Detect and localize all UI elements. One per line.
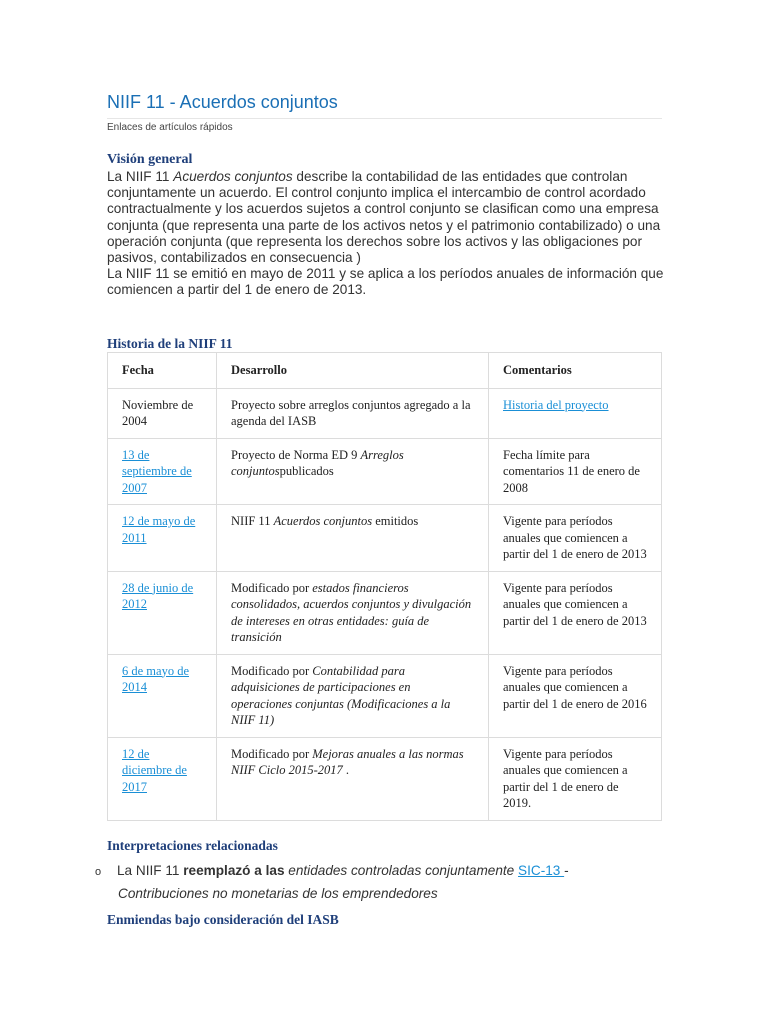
interpretation-line (95, 860, 615, 883)
project-history-link[interactable]: Historia del proyecto (503, 397, 609, 412)
development-emphasis: Acuerdos conjuntos (273, 514, 373, 528)
overview-section (107, 169, 667, 299)
date-cell (108, 505, 217, 572)
development-text: NIIF 11 (231, 514, 274, 528)
comment-cell: Vigente para períodos anuales que comiencen a partir del 1 de enero de 2019. (489, 737, 662, 820)
development-cell (217, 737, 489, 820)
overview-paragraph-1 (107, 169, 667, 266)
development-cell (217, 505, 489, 572)
development-emphasis: Mejoras anuales a las normas NIIF Ciclo 2015-2017 (231, 746, 464, 777)
overview-text: La NIIF 11 (107, 169, 174, 184)
overview-heading: Visión general (107, 152, 193, 167)
interpretation-emphasis: Contribuciones no monetarias de los emprendedores (118, 886, 438, 901)
table-row (108, 571, 662, 654)
comment-cell: Vigente para períodos anuales que comiencen a partir del 1 de enero de 2016 (489, 654, 662, 737)
table-row (108, 438, 662, 505)
development-cell (217, 438, 489, 505)
date-link[interactable]: 12 de diciembre de 2017 (122, 746, 187, 794)
column-header-comments: Comentarios (489, 353, 662, 389)
comment-cell (489, 388, 662, 438)
amendments-heading: Enmiendas bajo consideración del IASB (107, 912, 339, 927)
development-cell (217, 654, 489, 737)
development-cell (217, 388, 489, 438)
interpretations-heading: Interpretaciones relacionadas (107, 838, 278, 853)
development-emphasis: Arreglos conjuntos (231, 447, 404, 478)
interpretation-text: La NIIF 11 (117, 863, 184, 878)
column-header-date: Fecha (108, 353, 217, 389)
development-text: Modificado por (231, 580, 313, 595)
interpretation-bold: reemplazó a las (183, 863, 285, 878)
interpretation-emphasis: entidades controladas conjuntamente (284, 863, 519, 878)
date-link[interactable]: 28 de junio de 2012 (122, 580, 194, 611)
comment-cell: Vigente para períodos anuales que comiencen a partir del 1 de enero de 2013 (489, 505, 662, 572)
history-table (107, 352, 662, 821)
overview-paragraph-2: La NIIF 11 se emitió en mayo de 2011 y se aplica a los períodos anuales de información que comiencen a partir del 1 de enero de 2013. (107, 266, 664, 298)
list-item (95, 860, 615, 904)
date-cell (108, 654, 217, 737)
quick-links-label[interactable]: Enlaces de artículos rápidos (107, 122, 233, 133)
table-row (108, 388, 662, 438)
development-emphasis: estados financieros consolidados, acuerdos conjuntos y divulgación de intereses en otras entidades: guía de transición (231, 580, 472, 644)
page-title: NIIF 11 - Acuerdos conjuntos (107, 92, 338, 112)
date-cell (108, 438, 217, 505)
development-text: Modificado por (231, 746, 313, 761)
development-emphasis: Contabilidad para adquisiciones de participaciones en operaciones conjuntas (Modificaciones a la NIIF 11) (231, 663, 451, 727)
table-header-row (108, 353, 662, 389)
date-cell (108, 571, 217, 654)
development-cell (217, 571, 489, 654)
development-text: emitidos (372, 514, 419, 528)
development-text: . (342, 763, 350, 777)
column-header-development: Desarrollo (217, 353, 489, 389)
history-heading: Historia de la NIIF 11 (107, 336, 233, 351)
sic-13-link[interactable]: SIC-13 (518, 863, 565, 878)
development-text: Proyecto sobre arreglos conjuntos agregado a la agenda del IASB (231, 397, 471, 428)
standard-name: Acuerdos conjuntos (173, 169, 293, 184)
overview-text: describe la contabilidad de las entidades que controlan conjuntamente un acuerdo. El control conjunto implica el intercambio de control acordado contractualmente y los acuerdos sujetos a control conjunto se clasifican como una empresa conjunta (que representa una parte de los activos netos y el patrimonio contabilizado) o una operación conjunta (que representa los derechos sobre los activos y las obligaciones por pasivos, contabilizados en consecuencia ) (107, 169, 661, 266)
table-row (108, 654, 662, 737)
date-link[interactable]: 12 de mayo de 2011 (122, 514, 196, 545)
interpretation-continuation (95, 883, 615, 904)
development-text: publicados (279, 464, 334, 478)
table-row (108, 505, 662, 572)
date-link[interactable]: 13 de septiembre de 2007 (122, 447, 192, 495)
title-divider (107, 118, 662, 119)
comment-cell: Fecha límite para comentarios 11 de enero de 2008 (489, 438, 662, 505)
date-cell: Noviembre de 2004 (108, 388, 217, 438)
interpretation-text: - (564, 863, 569, 878)
bullet-icon: o (95, 866, 102, 878)
date-cell (108, 737, 217, 820)
development-text: Modificado por (231, 663, 313, 678)
development-text: Proyecto de Norma ED 9 (231, 447, 361, 462)
date-link[interactable]: 6 de mayo de 2014 (122, 663, 189, 694)
table-row (108, 737, 662, 820)
comment-cell: Vigente para períodos anuales que comiencen a partir del 1 de enero de 2013 (489, 571, 662, 654)
